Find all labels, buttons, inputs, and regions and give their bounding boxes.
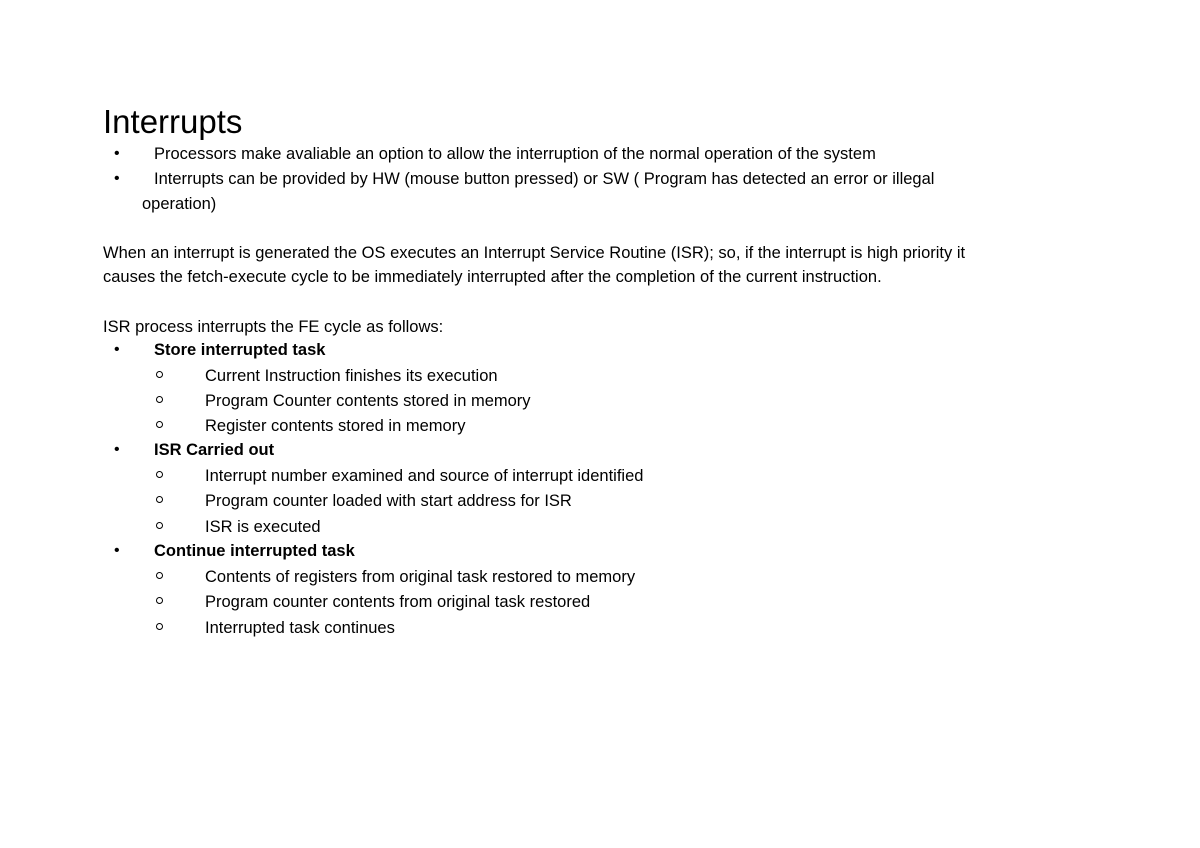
step-item: Contents of registers from original task restored to memory (205, 568, 636, 586)
intro-bullet-1: Processors make avaliable an option to allow the interruption of the normal operation of the system (154, 145, 876, 163)
step-item: Program counter loaded with start address for ISR (205, 492, 572, 510)
bullet-icon: • (114, 441, 120, 458)
circle-bullet-icon (156, 572, 163, 579)
step-item: Current Instruction finishes its execution (205, 367, 498, 385)
step-label: ISR Carried out (154, 441, 275, 459)
circle-bullet-icon (156, 371, 163, 378)
step-item: Interrupted task continues (205, 619, 395, 637)
step-item: Interrupt number examined and source of interrupt identified (205, 467, 644, 485)
step-label: Store interrupted task (154, 341, 326, 359)
step-item: Program Counter contents stored in memory (205, 392, 531, 410)
circle-bullet-icon (156, 421, 163, 428)
paragraph-line-1: When an interrupt is generated the OS executes an Interrupt Service Routine (ISR); so, if the interrupt is high priority it (103, 244, 966, 262)
bullet-icon: • (114, 542, 120, 559)
isr-heading: ISR process interrupts the FE cycle as follows: (103, 318, 444, 336)
step-label: Continue interrupted task (154, 542, 355, 560)
circle-bullet-icon (156, 623, 163, 630)
bullet-icon: • (114, 170, 120, 187)
step-item: ISR is executed (205, 518, 321, 536)
step-item: Program counter contents from original task restored (205, 593, 591, 611)
bullet-icon: • (114, 341, 120, 358)
circle-bullet-icon (156, 522, 163, 529)
circle-bullet-icon (156, 396, 163, 403)
circle-bullet-icon (156, 496, 163, 503)
circle-bullet-icon (156, 597, 163, 604)
paragraph-line-2: causes the fetch-execute cycle to be immediately interrupted after the completion of the current instruction. (103, 268, 882, 286)
intro-bullet-2: Interrupts can be provided by HW (mouse button pressed) or SW ( Program has detected an error or illegal (154, 170, 935, 188)
step-item: Register contents stored in memory (205, 417, 466, 435)
circle-bullet-icon (156, 471, 163, 478)
intro-bullet-2-continuation: operation) (142, 195, 217, 213)
page-title: Interrupts (103, 103, 243, 140)
bullet-icon: • (114, 145, 120, 162)
